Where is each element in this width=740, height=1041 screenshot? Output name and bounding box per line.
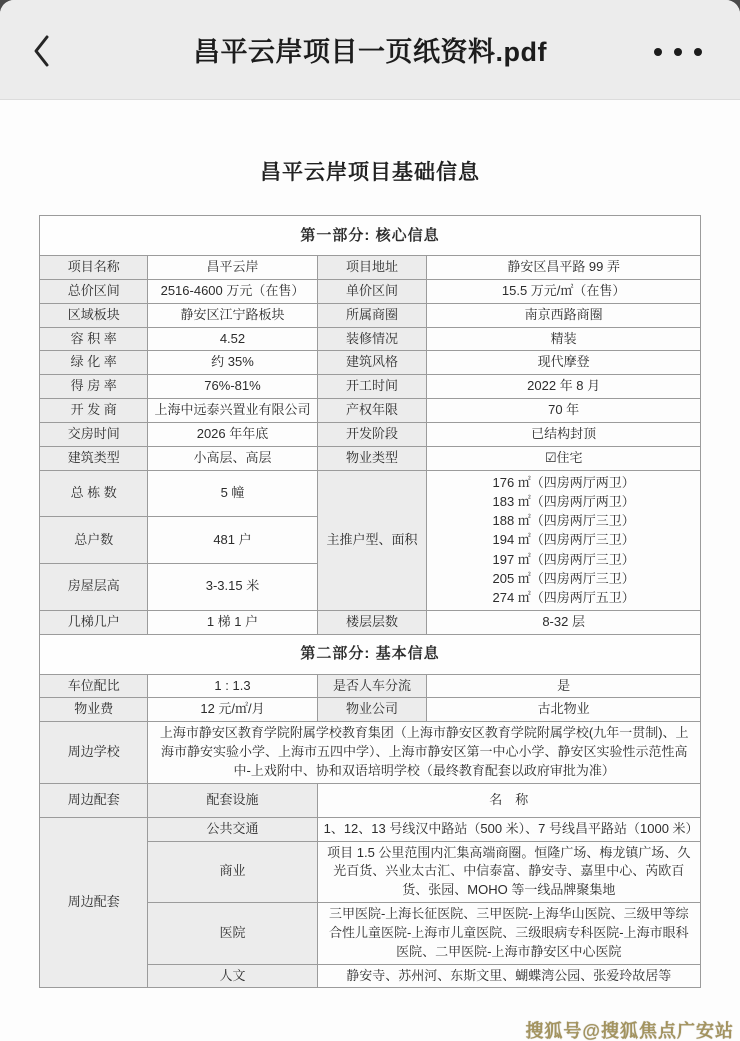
pdf-filename-title: 昌平云岸项目一页纸资料.pdf [193, 37, 547, 67]
field-value: 8-32 层 [427, 610, 701, 634]
project-info-table [39, 215, 701, 988]
field-label: 所属商圈 [317, 303, 427, 327]
checked-property-type: ☑住宅 [427, 446, 701, 470]
back-button[interactable] [22, 30, 62, 74]
document-title: 昌平云岸项目基础信息 [260, 161, 480, 184]
sohu-watermark: 搜狐号@搜狐焦点广安站 [525, 1021, 734, 1041]
field-value: 5 幢 [148, 470, 317, 517]
field-label: 建筑风格 [317, 351, 427, 375]
field-label: 物业费 [40, 698, 148, 722]
field-label: 是否人车分流 [317, 674, 427, 698]
field-value: 2516-4600 万元（在售） [148, 279, 317, 303]
field-label: 交房时间 [40, 422, 148, 446]
field-value: 已结构封顶 [427, 422, 701, 446]
field-label: 建筑类型 [40, 446, 148, 470]
more-menu-button[interactable] [650, 38, 706, 66]
unit-type-item: 176 ㎡（四房两厅两卫） [492, 474, 635, 490]
field-value: 15.5 万元/㎡（在售） [427, 279, 701, 303]
field-value: 2026 年年底 [148, 422, 317, 446]
amenity-desc: 静安寺、苏州河、东斯文里、蝴蝶湾公园、张爱玲故居等 [317, 964, 700, 988]
field-label: 开发阶段 [317, 422, 427, 446]
field-label-unit-types: 主推户型、面积 [317, 470, 427, 610]
field-label: 开 发 商 [40, 399, 148, 423]
field-value: 约 35% [148, 351, 317, 375]
unit-type-item: 205 ㎡（四房两厅三卫） [492, 571, 635, 587]
field-label: 总户数 [40, 517, 148, 564]
field-label: 容 积 率 [40, 327, 148, 351]
amenity-desc: 项目 1.5 公里范围内汇集高端商圈。恒隆广场、梅龙镇广场、久光百货、兴业太古汇、中信泰富、静安寺、嘉里中心、芮欧百货、张园、MOHO 等一线品牌聚集地 [317, 841, 700, 903]
field-label: 产权年限 [317, 399, 427, 423]
field-value: 精装 [427, 327, 701, 351]
section-header-core: 第一部分: 核心信息 [40, 216, 701, 256]
unit-type-item: 274 ㎡（四房两厅五卫） [492, 590, 635, 606]
amenities-group-label: 周边配套 [40, 817, 148, 988]
app-bar [0, 0, 740, 100]
field-label: 区域板块 [40, 303, 148, 327]
field-label: 配套设施 [148, 783, 317, 817]
field-value: 12 元/㎡/月 [148, 698, 317, 722]
field-label: 物业类型 [317, 446, 427, 470]
field-label: 绿 化 率 [40, 351, 148, 375]
field-label: 房屋层高 [40, 563, 148, 610]
field-value: 2022 年 8 月 [427, 375, 701, 399]
field-value: 古北物业 [427, 698, 701, 722]
field-value: 1 梯 1 户 [148, 610, 317, 634]
amenity-type: 医院 [148, 903, 317, 965]
field-label: 得 房 率 [40, 375, 148, 399]
field-value: 现代摩登 [427, 351, 701, 375]
back-chevron-icon [30, 33, 54, 72]
pdf-page [0, 100, 740, 1041]
field-value: 昌平云岸 [148, 256, 317, 280]
amenity-type: 人文 [148, 964, 317, 988]
field-value: 1 : 1.3 [148, 674, 317, 698]
field-label: 装修情况 [317, 327, 427, 351]
ellipsis-icon [654, 48, 662, 56]
field-label: 周边配套 [40, 783, 148, 817]
field-value: 481 户 [148, 517, 317, 564]
field-value: 上海中远泰兴置业有限公司 [148, 399, 317, 423]
unit-type-item: 197 ㎡（四房两厅三卫） [492, 551, 635, 567]
field-value: 小高层、高层 [148, 446, 317, 470]
amenity-type: 公共交通 [148, 817, 317, 841]
field-label: 楼层层数 [317, 610, 427, 634]
field-label: 名 称 [317, 783, 700, 817]
field-label: 开工时间 [317, 375, 427, 399]
field-label: 车位配比 [40, 674, 148, 698]
field-label: 单价区间 [317, 279, 427, 303]
field-label: 项目地址 [317, 256, 427, 280]
amenity-desc: 1、12、13 号线汉中路站（500 米）、7 号线昌平路站（1000 米） [317, 817, 700, 841]
field-value: 4.52 [148, 327, 317, 351]
amenity-type: 商业 [148, 841, 317, 903]
field-value: 南京西路商圈 [427, 303, 701, 327]
field-label: 总 栋 数 [40, 470, 148, 517]
amenity-desc: 三甲医院-上海长征医院、三甲医院-上海华山医院、三级甲等综合性儿童医院-上海市儿童医院、三级眼病专科医院-上海市眼科医院、二甲医院-上海市静安区中心医院 [317, 903, 700, 965]
field-label: 几梯几户 [40, 610, 148, 634]
field-value: 静安区江宁路板块 [148, 303, 317, 327]
field-value: 静安区昌平路 99 弄 [427, 256, 701, 280]
field-label-schools: 周边学校 [40, 722, 148, 784]
field-value: 70 年 [427, 399, 701, 423]
ellipsis-icon [674, 48, 682, 56]
schools-text: 上海市静安区教育学院附属学校教育集团（上海市静安区教育学院附属学校(九年一贯制)、上海市静安实验小学、上海市五四中学）、上海市静安区第一中心小学、静安区实验性示范性高中-上戏附中、协和双语培明学校（最终教育配套以政府审批为准） [148, 722, 701, 784]
unit-type-item: 183 ㎡（四房两厅两卫） [492, 493, 635, 509]
field-label: 总价区间 [40, 279, 148, 303]
field-value: 是 [427, 674, 701, 698]
field-label: 物业公司 [317, 698, 427, 722]
ellipsis-icon [694, 48, 702, 56]
unit-type-item: 188 ㎡（四房两厅三卫） [492, 513, 635, 529]
field-value: 76%-81% [148, 375, 317, 399]
unit-type-item: 194 ㎡（四房两厅三卫） [492, 532, 635, 548]
field-value: 3-3.15 米 [148, 563, 317, 610]
unit-types-list [427, 470, 701, 610]
section-header-basic: 第二部分: 基本信息 [40, 634, 701, 674]
field-label: 项目名称 [40, 256, 148, 280]
